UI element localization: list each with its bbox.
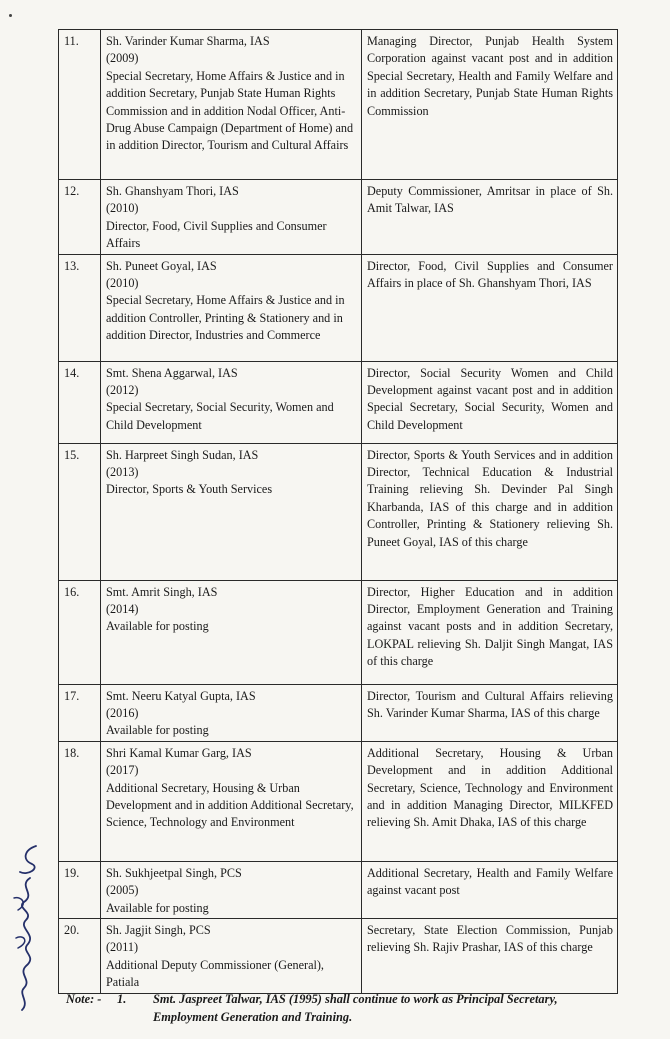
note-index: 1. <box>117 992 127 1006</box>
officer-batch: (2011) <box>106 940 139 955</box>
serial-number-cell <box>59 580 101 684</box>
table-row <box>59 180 618 255</box>
officer-name: Shri Kamal Kumar Garg, IAS <box>106 745 252 760</box>
serial-number-cell <box>59 180 101 255</box>
new-posting-cell <box>362 254 618 361</box>
officer-name: Smt. Neeru Katyal Gupta, IAS <box>106 688 256 703</box>
officer-cell <box>101 443 362 580</box>
note-label: Note: - <box>66 992 102 1006</box>
current-posting: Available for posting <box>106 619 209 634</box>
new-posting: Additional Secretary, Housing & Urban Development and in addition Additional Secretary, Science, Technology and Environment and in addition Managing Director, MILKFED relieving Sh. Amit Dhaka, IAS of this charge <box>367 745 613 830</box>
scan-mark <box>9 14 12 17</box>
table-row <box>59 580 618 684</box>
serial-number: 16. <box>64 584 80 599</box>
officer-cell <box>101 180 362 255</box>
new-posting-cell <box>362 443 618 580</box>
serial-number-cell <box>59 361 101 443</box>
new-posting: Secretary, State Election Commission, Punjab relieving Sh. Rajiv Prashar, IAS of this charge <box>367 923 613 955</box>
new-posting: Director, Higher Education and in addition Director, Employment Generation and Training against vacant posts and in addition Secretary, LOKPAL relieving Sh. Daljit Singh Mangat, IAS of this charge <box>367 584 613 669</box>
officer-name: Smt. Amrit Singh, IAS <box>106 584 218 599</box>
serial-number: 20. <box>64 923 80 938</box>
table-row <box>59 443 618 580</box>
transfer-orders-table <box>58 29 618 994</box>
table-row <box>59 861 618 918</box>
new-posting-cell <box>362 30 618 180</box>
officer-batch: (2017) <box>106 763 139 778</box>
officer-cell <box>101 361 362 443</box>
new-posting: Additional Secretary, Health and Family Welfare against vacant post <box>367 865 613 898</box>
serial-number-cell <box>59 254 101 361</box>
officer-cell <box>101 254 362 361</box>
new-posting: Deputy Commissioner, Amritsar in place of Sh. Amit Talwar, IAS <box>367 184 613 216</box>
officer-batch: (2010) <box>106 201 139 216</box>
new-posting-cell <box>362 861 618 918</box>
officer-batch: (2013) <box>106 465 139 480</box>
table-row <box>59 30 618 180</box>
officer-batch: (2016) <box>106 706 139 721</box>
table-row <box>59 741 618 861</box>
serial-number-cell <box>59 30 101 180</box>
officer-name: Sh. Sukhjeetpal Singh, PCS <box>106 865 242 880</box>
officer-name: Sh. Ghanshyam Thori, IAS <box>106 184 239 198</box>
officer-batch: (2010) <box>106 276 139 291</box>
new-posting: Director, Tourism and Cultural Affairs relieving Sh. Varinder Kumar Sharma, IAS of this charge <box>367 688 613 721</box>
officer-batch: (2014) <box>106 602 139 617</box>
serial-number-cell <box>59 919 101 994</box>
current-posting: Available for posting <box>106 900 209 915</box>
note-text: Smt. Jaspreet Talwar, IAS (1995) shall continue to work as Principal Secretary, Employment Generation and Training. <box>153 992 558 1024</box>
officer-batch: (2009) <box>106 51 139 66</box>
current-posting: Additional Deputy Commissioner (General), Patiala <box>106 957 324 990</box>
officer-name: Sh. Varinder Kumar Sharma, IAS <box>106 34 270 48</box>
table-row <box>59 919 618 994</box>
current-posting: Special Secretary, Social Security, Women and Child Development <box>106 400 334 432</box>
officer-cell <box>101 684 362 741</box>
current-posting: Available for posting <box>106 723 209 738</box>
new-posting-cell <box>362 919 618 994</box>
current-posting: Special Secretary, Home Affairs & Justice and in addition Secretary, Punjab State Human Rights Commission and in addition Nodal Officer, Anti-Drug Abuse Campaign (Department of Home) and in addition Director, Tourism and Cultural Affairs <box>106 68 354 153</box>
serial-number: 15. <box>64 447 80 462</box>
officer-name: Sh. Harpreet Singh Sudan, IAS <box>106 447 259 462</box>
serial-number: 18. <box>64 745 80 760</box>
serial-number: 14. <box>64 365 80 380</box>
new-posting: Director, Social Security Women and Child Development against vacant post and in addition Special Secretary, Social Security, Women and Child Development <box>367 365 613 432</box>
serial-number: 17. <box>64 688 80 703</box>
table-body <box>59 30 618 994</box>
new-posting: Managing Director, Punjab Health System Corporation against vacant post and in addition Special Secretary, Health and Family Welfare and in addition Secretary, Punjab State Human Rights Commission <box>367 34 613 118</box>
officer-name: Sh. Jagjit Singh, PCS <box>106 923 211 938</box>
officer-cell <box>101 30 362 180</box>
serial-number-cell <box>59 443 101 580</box>
officer-cell <box>101 741 362 861</box>
officer-cell <box>101 919 362 994</box>
current-posting: Director, Food, Civil Supplies and Consumer Affairs <box>106 218 327 251</box>
serial-number-cell <box>59 684 101 741</box>
new-posting: Director, Sports & Youth Services and in addition Director, Technical Education & Industrial Training relieving Sh. Devinder Pal Singh Kharbanda, IAS of this charge and in addition Controller, Printing & Stationery relieving Sh. Puneet Goyal, IAS of this charge <box>367 447 613 549</box>
officer-batch: (2005) <box>106 883 139 898</box>
officer-batch: (2012) <box>106 383 139 398</box>
new-posting-cell <box>362 580 618 684</box>
serial-number-cell <box>59 741 101 861</box>
serial-number: 12. <box>64 184 80 198</box>
new-posting-cell <box>362 361 618 443</box>
table-row <box>59 254 618 361</box>
current-posting: Director, Sports & Youth Services <box>106 482 273 497</box>
serial-number: 13. <box>64 258 80 273</box>
serial-number-cell <box>59 861 101 918</box>
new-posting-cell <box>362 741 618 861</box>
new-posting-cell <box>362 180 618 255</box>
serial-number: 11. <box>64 34 79 48</box>
table-row <box>59 684 618 741</box>
officer-cell <box>101 861 362 918</box>
new-posting-cell <box>362 684 618 741</box>
new-posting: Director, Food, Civil Supplies and Consumer Affairs in place of Sh. Ghanshyam Thori, IAS <box>367 258 613 291</box>
current-posting: Additional Secretary, Housing & Urban Development and in addition Additional Secretary, Science, Technology and Environment <box>106 780 354 830</box>
officer-name: Smt. Shena Aggarwal, IAS <box>106 365 238 380</box>
table-row <box>59 361 618 443</box>
officer-name: Sh. Puneet Goyal, IAS <box>106 258 217 273</box>
officer-cell <box>101 580 362 684</box>
current-posting: Special Secretary, Home Affairs & Justice and in addition Controller, Printing & Stationery and in addition Director, Industries and Commerce <box>106 293 345 343</box>
serial-number: 19. <box>64 865 80 880</box>
handwritten-signature <box>6 838 46 1018</box>
